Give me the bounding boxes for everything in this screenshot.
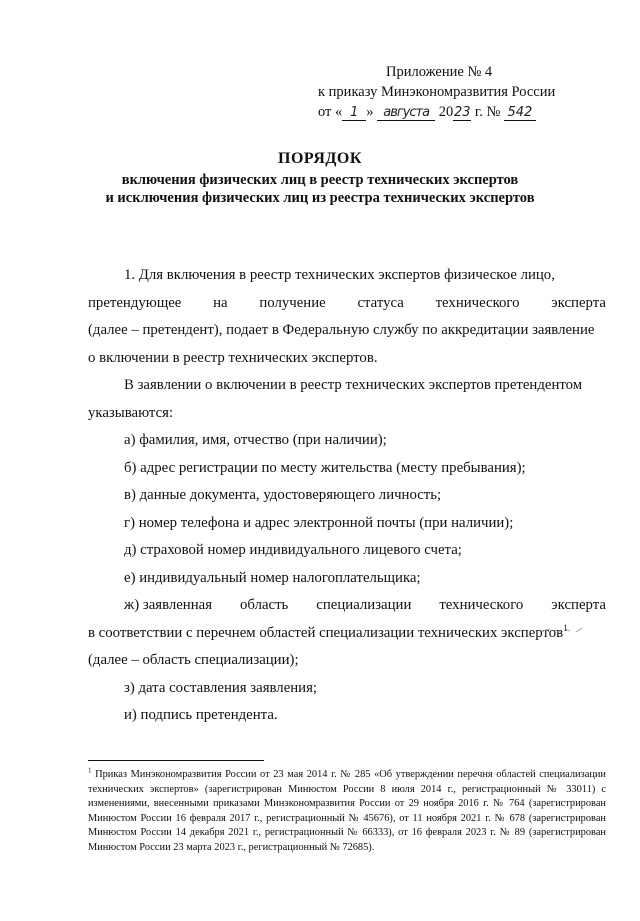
list-item-zh-line-3: (далее – область специализации); [88,652,299,668]
list-item: г) номер телефона и адрес электронной почты (при наличии); [124,514,514,531]
paragraph-2-line-2: указываются: [88,404,174,421]
footnote-reference[interactable]: 1 [563,622,568,633]
pen-mark [540,626,584,634]
document-subtitle-2: и исключения физических лиц из реестра технических экспертов [105,190,535,206]
list-item: и) подпись претендента. [124,707,278,723]
handwritten-day: 1 [342,106,366,121]
paragraph-1-line-4: о включении в реестр технических экспертов. [88,349,378,366]
appendix-label: Приложение № 4 [386,64,493,80]
document-title: ПОРЯДОК [278,150,362,167]
list-item-zh-line-2: в соответствии с перечнем областей специализации технических экспертов$^1$ [88,622,568,641]
handwritten-month: августа [377,106,435,121]
list-item: б) адрес регистрации по месту жительства (месту пребывания); [124,459,526,476]
appendix-header [318,62,568,122]
handwritten-number: 542 [504,106,536,121]
list-item: в) данные документа, удостоверяющего личность; [124,487,442,503]
footnote [88,768,606,855]
list-item-zh-line-1: ж) заявленная область специализации технического эксперта [124,597,606,613]
paragraph-1-line-2: претендующее на получение статуса технического эксперта [88,294,606,311]
list-item: а) фамилия, имя, отчество (при наличии); [124,432,387,448]
list-item: е) индивидуальный номер налогоплательщика; [124,569,421,586]
document-body [88,262,606,730]
list-item: д) страховой номер индивидуального лицевого счета; [124,542,462,558]
order-date-line: от « 1 » августа 2023 г. № 542 [318,102,568,122]
order-reference: к приказу Минэкономразвития России [318,84,556,100]
paragraph-2-line-1: В заявлении о включении в реестр технических экспертов претендентом [124,377,583,393]
paragraph-1-line-3: (далее – претендент), подает в Федеральную службу по аккредитации заявление [88,322,595,338]
handwritten-year: 23 [454,105,471,120]
list-item: з) дата составления заявления; [124,679,318,696]
footnote-mark: 1 [88,766,92,775]
paragraph-1-line-1: 1. Для включения в реестр технических экспертов физическое лицо, [124,267,555,283]
footnote-divider [88,760,264,761]
footnote-text: Приказ Минэкономразвития России от 23 мая 2014 г. № 285 «Об утверждении перечня областей специализации технических экспертов» (зарегистрирован Минюстом России 8 июля 2014 г., регистрационный № 33011) с изменениями, внесенными приказами Минэкономразвития России от 29 ноября 2016 г. № 764 (зарегистрирован Минюстом России 16 февраля 2017 г., регистрационный № 45676), от 11 ноября 2021 г. № 678 (зарегистрирован Минюстом России 14 декабря 2021 г., регистрационный № 66333), от 16 февраля 2023 г. № 89 (зарегистрирован Минюстом России 23 марта 2023 г., регистрационный № 72685). [88,769,606,853]
document-subtitle-1: включения физических лиц в реестр технических экспертов [121,172,519,188]
